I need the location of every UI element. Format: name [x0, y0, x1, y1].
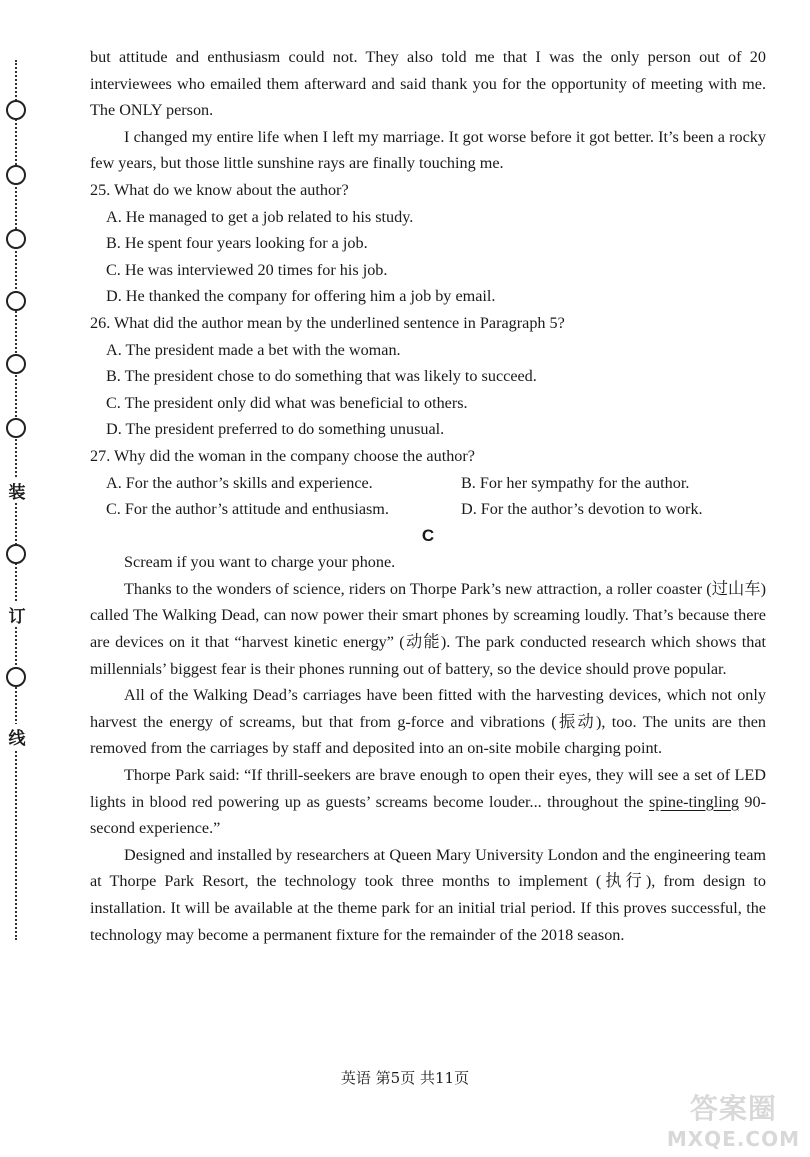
- binding-hole-icon: [6, 418, 26, 438]
- option: D. He thanked the company for offering him a job by email.: [106, 287, 496, 306]
- paragraph: I changed my entire life when I left my marriage. It got worse before it got better. It’s been a rocky few years, but those little sunshine rays are finally touching me.: [90, 127, 766, 173]
- watermark-logo: [667, 1087, 800, 1151]
- paragraph: Scream if you want to charge your phone.: [124, 553, 396, 572]
- option: C. The president only did what was beneficial to others.: [106, 393, 468, 412]
- question-25: 25. What do we know about the author?: [90, 180, 349, 199]
- binding-hole-icon: [6, 165, 26, 185]
- watermark-bottom: MXQE.COM: [666, 1127, 800, 1151]
- page-content: [90, 44, 766, 948]
- paragraph: [90, 762, 766, 842]
- paragraph: All of the Walking Dead’s carriages have been fitted with the harvesting devices, which not only harvest the energy of screams, but that from g-force and vibrations (振动), too. The units are then removed from the carriages by staff and deposited into an on-site mobile charging point.: [90, 686, 766, 758]
- option: A. For the author’s skills and experience.: [106, 473, 373, 492]
- paragraph: but attitude and enthusiasm could not. They also told me that I was the only person out of 20 interviewees who emailed them afterward and said thank you for the opportunity of meeting with me. The ONLY person.: [90, 48, 766, 120]
- option: B. For her sympathy for the author.: [461, 473, 690, 492]
- question-26: 26. What did the author mean by the underlined sentence in Paragraph 5?: [90, 313, 565, 332]
- option-row: [90, 496, 766, 523]
- binding-hole-icon: [6, 229, 26, 249]
- binding-hole-icon: [6, 291, 26, 311]
- binding-hole-icon: [6, 667, 26, 687]
- binding-margin: [0, 0, 36, 1157]
- option: D. For the author’s devotion to work.: [461, 500, 703, 519]
- binding-char-xian: 线: [6, 724, 28, 749]
- binding-char-ding: 订: [6, 602, 28, 627]
- option: D. The president preferred to do something unusual.: [106, 420, 445, 439]
- binding-hole-icon: [6, 100, 26, 120]
- section-heading: C: [421, 525, 435, 545]
- page-footer: 英语 第5页 共11页: [340, 1069, 470, 1087]
- option: B. He spent four years looking for a job.: [106, 234, 368, 253]
- option: A. He managed to get a job related to his study.: [106, 207, 414, 226]
- underlined-phrase: spine-tingling: [648, 792, 739, 811]
- option: A. The president made a bet with the woman.: [106, 340, 401, 359]
- option-row: [90, 470, 766, 497]
- question-27: 27. Why did the woman in the company choose the author?: [90, 446, 475, 465]
- paragraph: Thanks to the wonders of science, riders on Thorpe Park’s new attraction, a roller coaster (过山车) called The Walking Dead, can now power their smart phones by screaming loudly. That’s because there are devices on it that “harvest kinetic energy” (动能). The park conducted research which shows that millennials’ biggest fear is their phones running out of battery, so the device should prove popular.: [90, 579, 767, 678]
- binding-hole-icon: [6, 544, 26, 564]
- binding-hole-icon: [6, 354, 26, 374]
- option: C. For the author’s attitude and enthusiasm.: [106, 500, 389, 519]
- paragraph-text: Thorpe Park said: “If thrill-seekers are brave enough to open their eyes, they will see a set of LED lights in blood red powering up as guests’ screams become louder... throughout the: [90, 766, 766, 811]
- option: C. He was interviewed 20 times for his job.: [106, 260, 388, 279]
- binding-char-zhuang: 装: [6, 478, 28, 503]
- paragraph: Designed and installed by researchers at Queen Mary University London and the engineering team at Thorpe Park Resort, the technology took three months to implement (执行), from design to installation. It will be available at the theme park for an initial trial period. If this proves successful, the technology may become a permanent fixture for the remainder of the 2018 season.: [90, 845, 766, 944]
- watermark-top: 答案圈: [689, 1092, 777, 1125]
- paragraph-text: 90-second experience.”: [90, 792, 767, 838]
- option: B. The president chose to do something that was likely to succeed.: [106, 367, 537, 386]
